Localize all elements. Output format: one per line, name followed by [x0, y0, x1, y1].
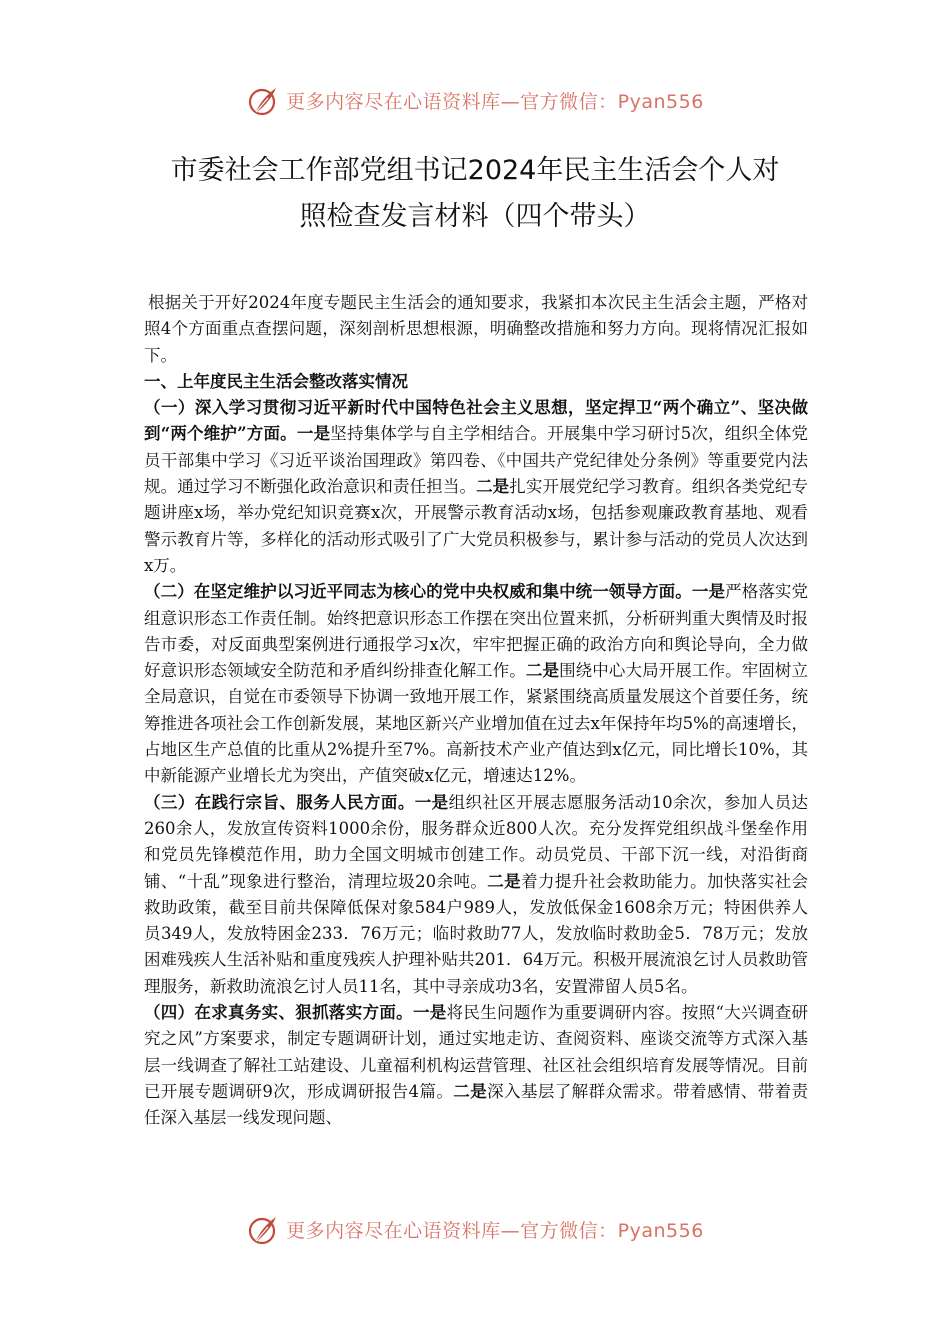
- paragraph-4-heading: （四）在求真务实、狠抓落实方面。: [144, 1003, 413, 1023]
- title-line-1: 市委社会工作部党组书记2024年民主生活会个人对: [170, 155, 780, 186]
- intro-paragraph: 根据关于开好2024年度专题民主生活会的通知要求，我紧扣本次民主生活会主题，严格对照4个方面重点查摆问题，深刻剖析思想根源，明确整改措施和努力方向。现将情况汇报如下。: [144, 293, 808, 365]
- paragraph-1: [144, 395, 808, 579]
- paragraph-4: [144, 1000, 808, 1131]
- paragraph-2-mark-2: 二是: [525, 661, 560, 681]
- quill-logo-icon: [246, 85, 280, 119]
- title-line-2: 照检查发言材料（四个带头）: [299, 201, 651, 232]
- bottom-watermark: [0, 1211, 950, 1251]
- paragraph-1-heading: （一）深入学习贯彻习近平新时代中国特色社会主义思想，坚定捍卫“两个确立”、坚决做到“两个维护”方面。: [144, 398, 808, 444]
- paragraph-2-text-1: 严格落实党组意识形态工作责任制。始终把意识形态工作摆在突出位置来抓，分析研判重大舆情及时报告市委，对反面典型案例进行通报学习x次，牢牢把握正确的政治方向和舆论导向，全力做好意识形态领域安全防范和矛盾纠纷排查化解工作。: [144, 582, 809, 681]
- paragraph-3-mark-2: 二是: [487, 871, 522, 891]
- paragraph-1-mark-1: 一是: [296, 424, 331, 444]
- top-watermark: [0, 82, 950, 122]
- page-title: [95, 148, 855, 240]
- paragraph-2-heading: （二）在坚定维护以习近平同志为核心的党中央权威和集中统一领导方面。: [144, 582, 692, 602]
- paragraph-3-mark-1: 一是: [414, 792, 449, 812]
- watermark-text: 更多内容尽在心语资料库—官方微信：Pyan556: [286, 91, 704, 113]
- paragraph-1-text-2: 扎实开展党纪学习教育。组织各类党纪专题讲座x场，举办党纪知识竞赛x次，开展警示教育活动x场，包括参观廉政教育基地、观看警示教育片等，多样化的活动形式吸引了广大党员积极参与，累计参与活动的党员人次达到x万。: [144, 477, 809, 575]
- watermark-text: 更多内容尽在心语资料库—官方微信：Pyan556: [286, 1220, 704, 1242]
- paragraph-1-text-1: 坚持集体学与自主学相结合。开展集中学习研讨5次，组织全体党员干部集中学习《习近平谈治国理政》第四卷、《中国共产党纪律处分条例》等重要党内法规。通过学习不断强化政治意识和责任担当。: [144, 424, 809, 497]
- paragraph-4-mark-1: 一是: [412, 1003, 447, 1023]
- paragraph-2-mark-1: 一是: [691, 582, 726, 602]
- document-body: [144, 290, 808, 1132]
- section-heading-1: 一、上年度民主生活会整改落实情况: [144, 371, 408, 391]
- paragraph-4-text-2: 深入基层了解群众需求。带着感情、带着责任深入基层一线发现问题、: [144, 1081, 809, 1128]
- paragraph-2-text-2: 围绕中心大局开展工作。牢固树立全局意识，自觉在市委领导下协调一致地开展工作，紧紧围绕高质量发展这个首要任务，统筹推进各项社会工作创新发展，某地区新兴产业增加值在过去x年保持年均5%的高速增长，占地区生产总值的比重从2%提升至7%。高新技术产业产值达到x亿元，同比增长10%，其中新能源产业增长尤为突出，产值突破x亿元，增速达12%。: [144, 661, 809, 786]
- paragraph-2: [144, 579, 808, 789]
- paragraph-3-text-1: 组织社区开展志愿服务活动10余次，参加人员达260余人，发放宣传资料1000余份，服务群众近800人次。充分发挥党组织战斗堡垒作用和党员先锋模范作用，助力全国文明城市创建工作。动员党员、干部下沉一线，对沿街商铺、“十乱”现象进行整治，清理垃圾20余吨。: [144, 792, 809, 891]
- paragraph-4-text-1: 将民生问题作为重要调研内容。按照“大兴调查研究之风”方案要求，制定专题调研计划，通过实地走访、查阅资料、座谈交流等方式深入基层一线调查了解社工站建设、儿童福利机构运营管理、社区社会组织培育发展等情况。目前已开展专题调研9次，形成调研报告4篇。: [144, 1003, 809, 1101]
- quill-logo-icon: [246, 1214, 280, 1248]
- paragraph-3: [144, 790, 808, 1000]
- paragraph-1-mark-2: 二是: [476, 477, 510, 497]
- paragraph-4-mark-2: 二是: [453, 1081, 488, 1101]
- paragraph-3-heading: （三）在践行宗旨、服务人民方面。: [144, 792, 415, 812]
- paragraph-3-text-2: 着力提升社会救助能力。加快落实社会救助政策，截至目前共保障低保对象584户989人，发放低保金1608余万元；特困供养人员349人，发放特困金233．76万元；临时救助77人，发放临时救助金5．78万元；发放困难残疾人生活补贴和重度残疾人护理补贴共201．64万元。积极开展流浪乞讨人员救助管理服务，新救助流浪乞讨人员11名，其中寻亲成功3名，安置滞留人员5名。: [144, 871, 809, 996]
